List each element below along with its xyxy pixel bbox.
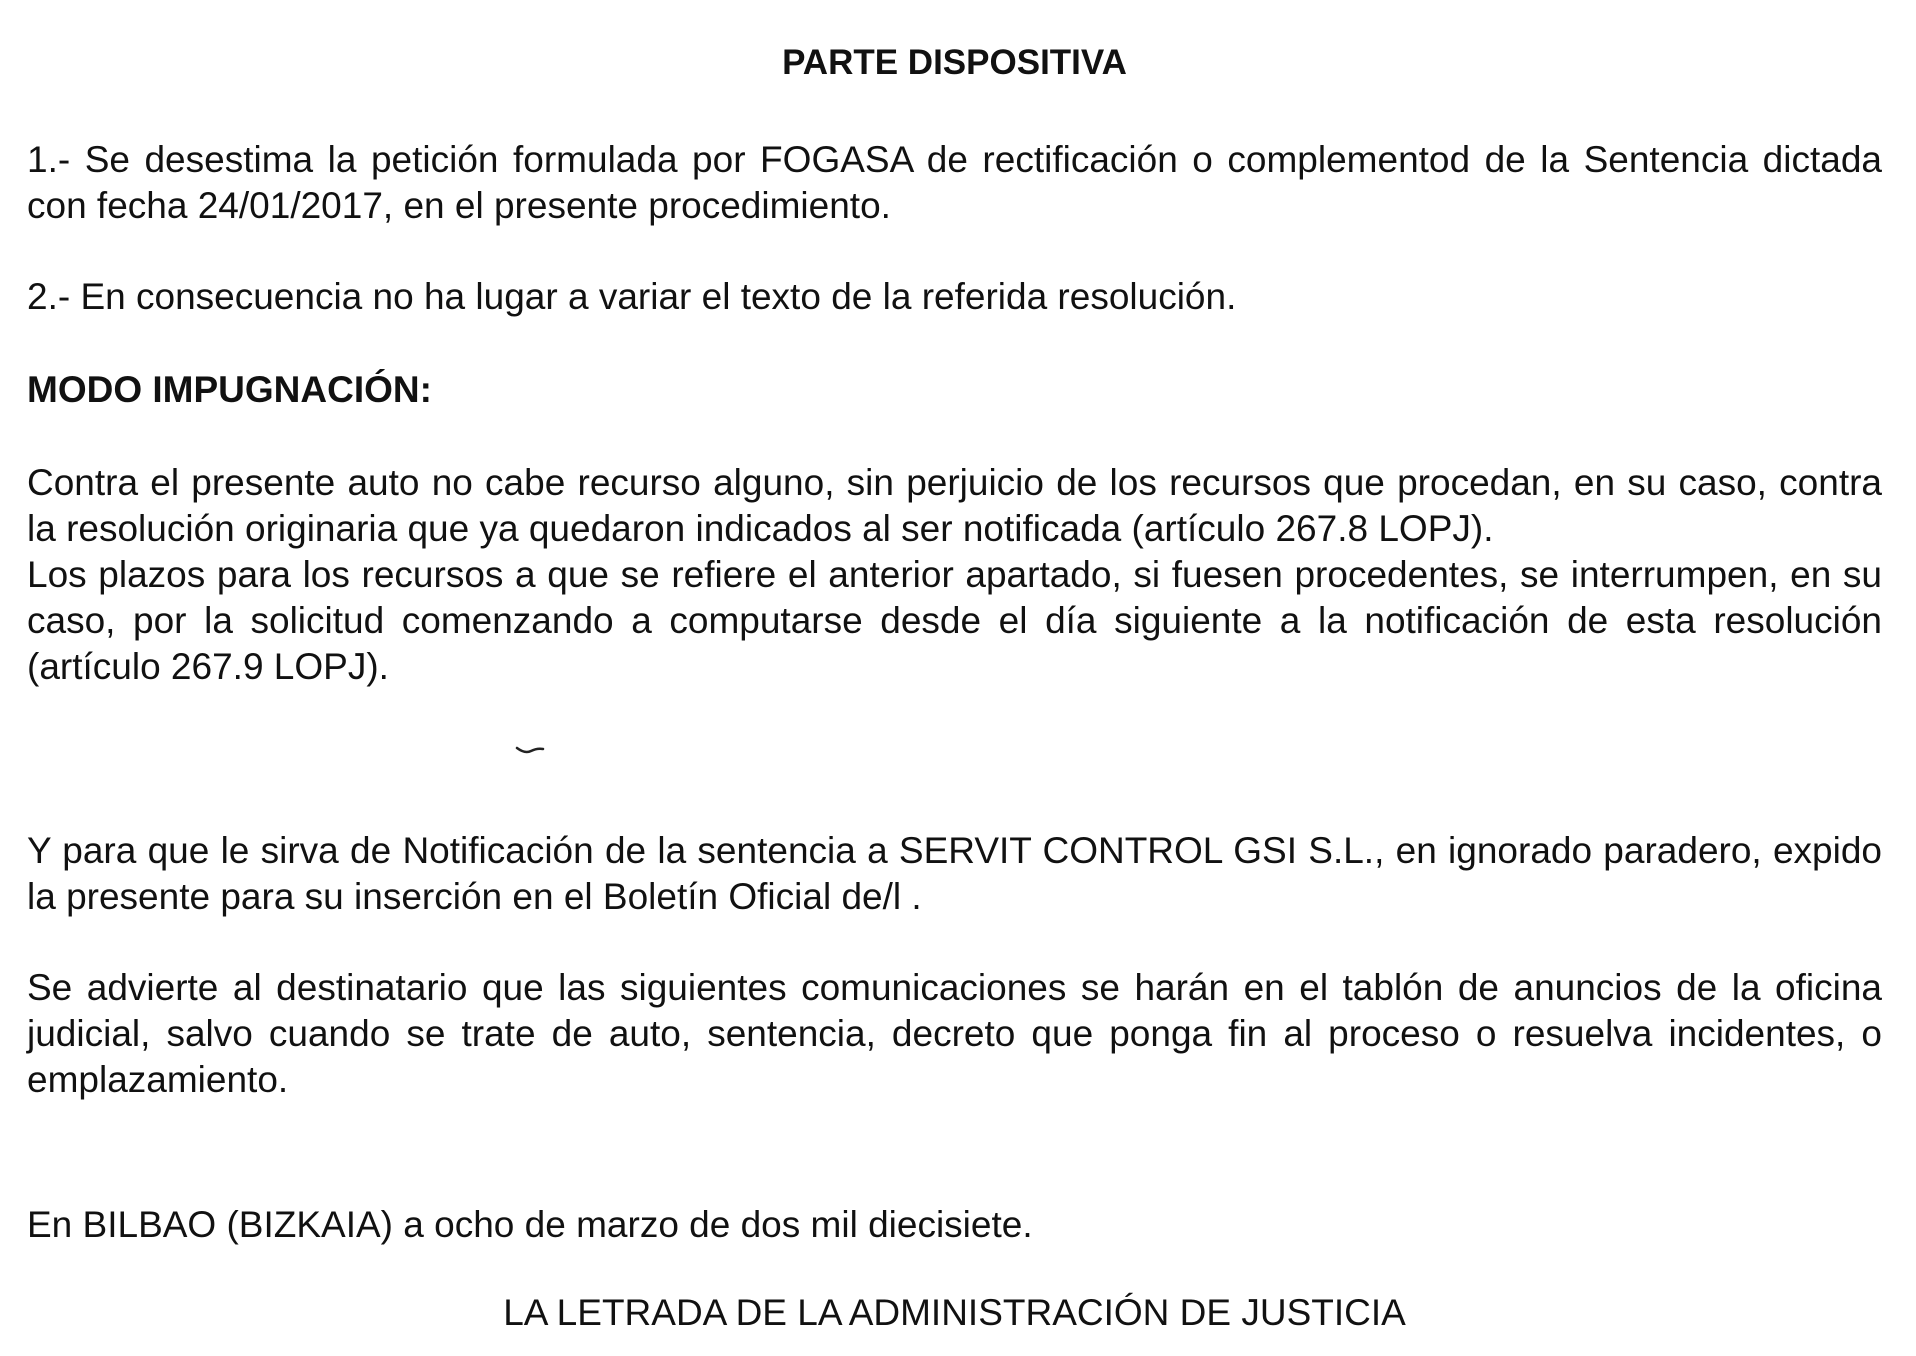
place-date-line: En BILBAO (BIZKAIA) a ocho de marzo de dos mil diecisiete.: [27, 1204, 1033, 1245]
document-page: [27, 0, 1882, 1356]
pen-stroke-mark: [515, 744, 545, 756]
warning-paragraph: Se advierte al destinatario que las siguientes comunicaciones se harán en el tablón de anuncios de la oficina judicial, salvo cuando se trate de auto, sentencia, decreto que ponga fin al proceso o resuelva incidentes, o emplazamiento.: [27, 967, 1882, 1100]
impugnacion-paragraph-2: Los plazos para los recursos a que se refiere el anterior apartado, si fuesen procedentes, se interrumpen, en su caso, por la solicitud comenzando a computarse desde el día siguiente a la notificación de esta resolución (artículo 267.9 LOPJ).: [27, 554, 1882, 687]
impugnacion-paragraph-1: Contra el presente auto no cabe recurso alguno, sin perjuicio de los recursos que procedan, en su caso, contra la resolución originaria que ya quedaron indicados al ser notificada (artículo 267.8 LOPJ).: [27, 462, 1882, 549]
document-title: PARTE DISPOSITIVA: [782, 43, 1127, 82]
impugnacion-heading: MODO IMPUGNACIÓN:: [27, 369, 432, 410]
ruling-item-1: 1.- Se desestima la petición formulada por FOGASA de rectificación o complementod de la Sentencia dictada con fecha 24/01/2017, en el presente procedimiento.: [27, 139, 1882, 226]
ruling-item-2: 2.- En consecuencia no ha lugar a variar el texto de la referida resolución.: [27, 276, 1237, 317]
signature-title: LA LETRADA DE LA ADMINISTRACIÓN DE JUSTICIA: [503, 1292, 1406, 1333]
notification-paragraph: Y para que le sirva de Notificación de la sentencia a SERVIT CONTROL GSI S.L., en ignorado paradero, expido la presente para su inserción en el Boletín Oficial de/l .: [27, 830, 1882, 917]
